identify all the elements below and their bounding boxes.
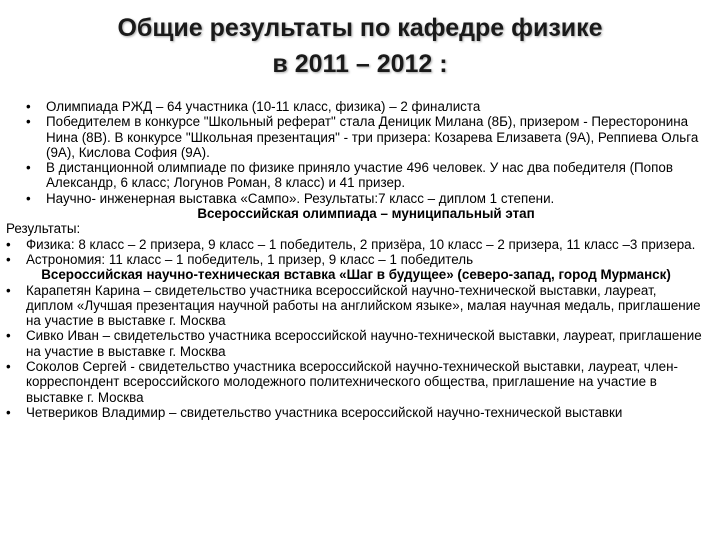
bullet-icon: • — [26, 114, 31, 130]
bullet-icon: • — [6, 359, 11, 375]
list-item-text: Олимпиада РЖД – 64 участника (10-11 класс, физика) – 2 финалиста — [46, 99, 481, 114]
list-item — [6, 328, 706, 359]
bullet-icon: • — [6, 236, 11, 252]
bullet-icon: • — [6, 251, 11, 267]
bullet-icon: • — [26, 99, 31, 114]
list-item — [26, 99, 706, 114]
results-content — [6, 99, 706, 420]
list-item-text: Физика: 8 класс – 2 призера, 9 класс – 1 победитель, 2 призёра, 10 класс – 2 призера, 11 класс –3 призера. — [26, 236, 696, 252]
list-item-text: Астрономия: 11 класс – 1 победитель, 1 призер, 9 класс – 1 победитель — [26, 251, 474, 267]
list-item-text: Соколов Сергей - свидетельство участника всероссийской научно-технической выставки, лауреат, член-корреспондент всероссийского молодежного политехнического общества, приглашение на участие в выставке г. Москва — [26, 359, 678, 405]
list-item — [6, 237, 706, 252]
title-line-1: Общие результаты по кафедре физике — [117, 14, 603, 42]
list-item-text: Карапетян Карина – свидетельство участника всероссийской научно-технической выставки, лауреат, диплом «Лучшая презентация научной работы на английском языке», малая научная медаль, приглашение на участие в выставке г. Москва — [26, 282, 701, 329]
olympiad-heading: Всероссийская олимпиада – муниципальный этап — [197, 206, 535, 222]
list-item-text: Победителем в конкурсе "Школьный реферат" стала Деницик Милана (8Б), призером - Пересторонина Нина (8В). В конкурсе "Школьная презентация" - три призера: Козарева Елизавета (9А), Реппиева Ольга (9А), Кислова София (9А). — [46, 114, 699, 160]
list-item-text: Сивко Иван – свидетельство участника всероссийской научно-технической выставки, лауреат, приглашение на участие в выставке г. Москва — [26, 328, 702, 359]
list-item — [26, 191, 706, 206]
list-item-text: Научно- инженерная выставка «Сампо». Результаты:7 класс – диплом 1 степени. — [46, 190, 555, 206]
bullet-icon: • — [6, 404, 11, 420]
bullet-icon: • — [26, 160, 31, 176]
exhibition-heading: Всероссийская научно-техническая вставка «Шаг в будущее» (северо-запад, город Мурманск) — [41, 267, 671, 283]
list-item — [6, 252, 706, 267]
list-item-text: В дистанционной олимпиаде по физике приняло участие 496 человек. У нас два победителя (Попов Александр, 6 класс; Логунов Роман, 8 класс) и 41 призер. — [46, 160, 673, 191]
title-line-2: в 2011 – 2012 : — [272, 50, 448, 78]
bullet-icon: • — [26, 190, 31, 206]
list-item — [6, 359, 706, 405]
list-item — [26, 114, 706, 160]
list-item — [6, 405, 706, 420]
list-item — [6, 283, 706, 329]
list-item — [26, 160, 706, 191]
list-item-text: Четвериков Владимир – свидетельство участника всероссийской научно-технической выставки — [26, 404, 623, 420]
results-label: Результаты: — [6, 221, 81, 237]
bullet-icon: • — [6, 282, 11, 298]
bullet-icon: • — [6, 328, 11, 344]
page-title — [0, 10, 720, 82]
